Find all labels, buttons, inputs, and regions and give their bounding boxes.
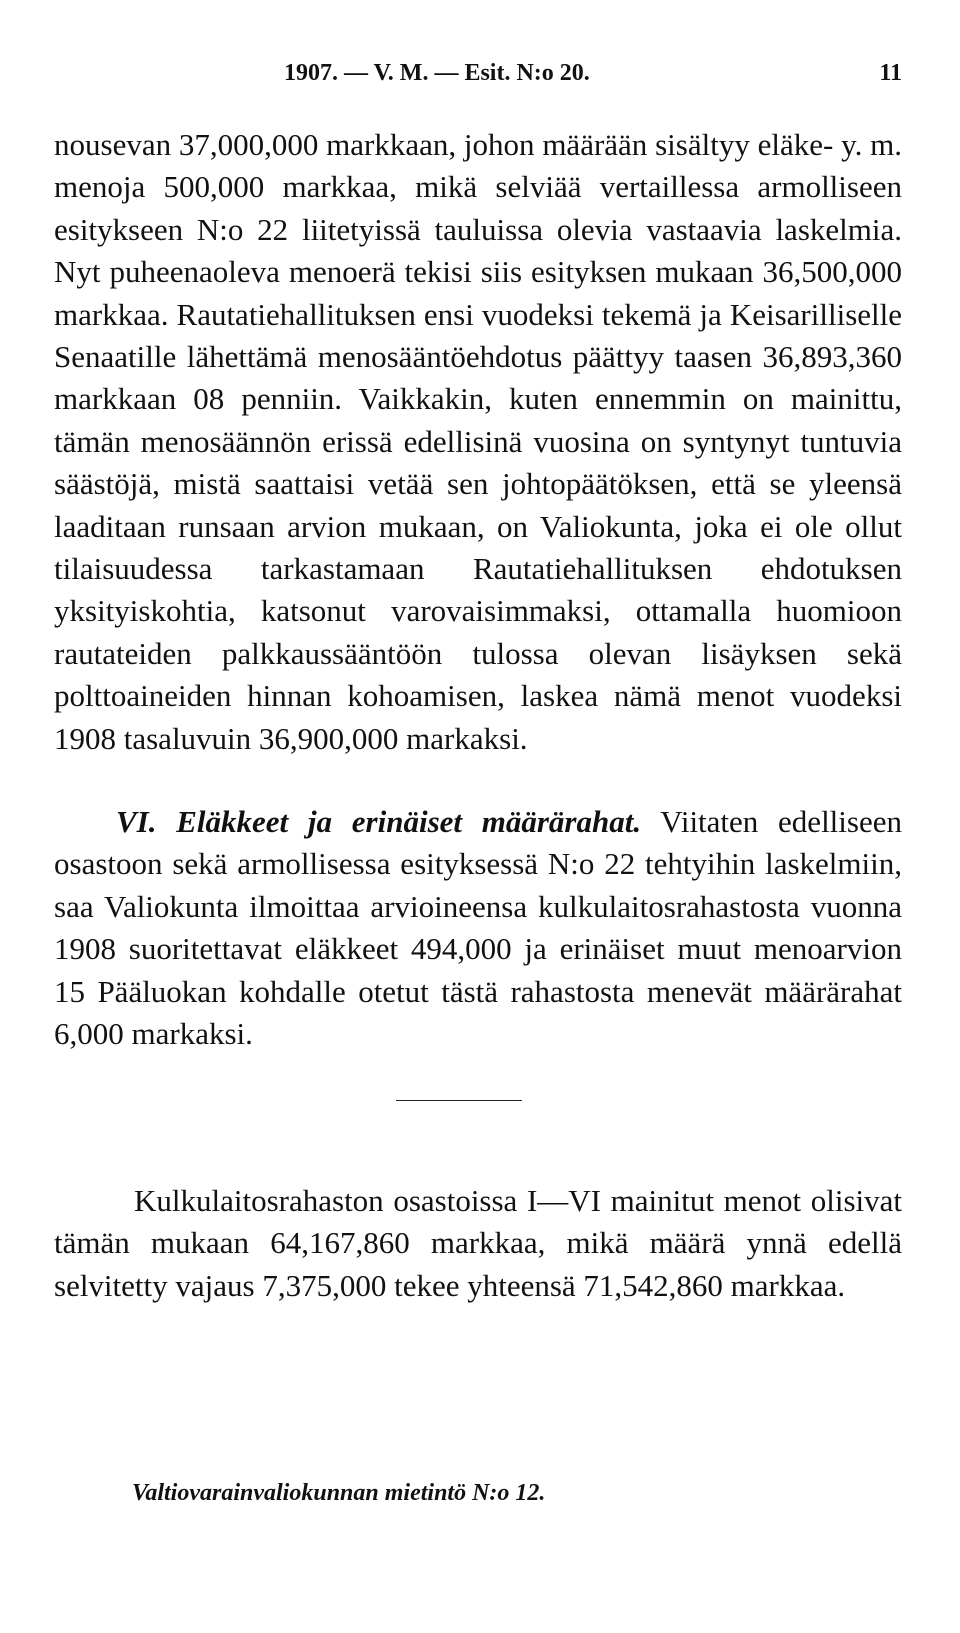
section-divider	[396, 1100, 522, 1101]
running-title: 1907. — V. M. — Esit. N:o 20.	[284, 60, 590, 86]
paragraph-2	[54, 801, 902, 1055]
paragraph-3: Kulkulaitosrahaston osastoissa I—VI mainitut menot olisivat tämän mukaan 64,167,860 markkaa, mikä määrä ynnä edellä selvitetty vajaus 7,375,000 tekee yhteensä 71,542,860 markkaa.	[54, 1183, 902, 1303]
page-header	[54, 60, 902, 96]
paragraph-1: nousevan 37,000,000 markkaan, johon määrään sisältyy eläke- y. m. menoja 500,000 markkaa, mikä selviää vertaillessa armolliseen esitykseen N:o 22 liitetyissä tauluissa olevia vastaavia laskelmia. Nyt puheenaoleva menoerä tekisi siis esityksen mukaan 36,500,000 markkaa. Rautatiehallituksen ensi vuodeksi tekemä ja Keisarilliselle Senaatille lähettämä menosääntöehdotus päättyy taasen 36,893,360 markkaan 08 penniin. Vaikkakin, kuten ennemmin on mainittu, tämän menosäännön erissä edellisinä vuosina on syntynyt tuntuvia säästöjä, mistä saattaisi vetää sen johtopäätöksen, että se yleensä laaditaan runsaan arvion mukaan, on Valiokunta, joka ei ole ollut tilaisuudessa tarkastamaan Rautatiehallituksen ehdotuksen yksityiskohtia, katsonut varovaisimmaksi, ottamalla huomioon rautateiden palkkaussääntöön tulossa olevan lisäyksen sekä polttoaineiden hinnan kohoamisen, laskea nämä menot vuodeksi 1908 tasaluvuin 36,900,000 markaksi.	[54, 127, 902, 756]
document-page	[54, 0, 902, 1633]
section-heading: VI. Eläkkeet ja erinäiset määrärahat.	[116, 804, 642, 839]
page-number: 11	[879, 60, 902, 86]
footer-signature: Valtiovarainvaliokunnan mietintö N:o 12.	[132, 1480, 546, 1506]
paragraph-2-text: Viitaten edelliseen osastoon sekä armollisessa esityksessä N:o 22 tehtyihin laskelmiin, saa Valiokunta ilmoittaa arvioineensa kulkulaitosrahastosta vuonna 1908 suoritettavat eläkkeet 494,000 ja erinäiset muut menoarvion 15 Pääluokan kohdalle otetut tästä rahastosta menevät määrärahat 6,000 markaksi.	[54, 804, 902, 1052]
